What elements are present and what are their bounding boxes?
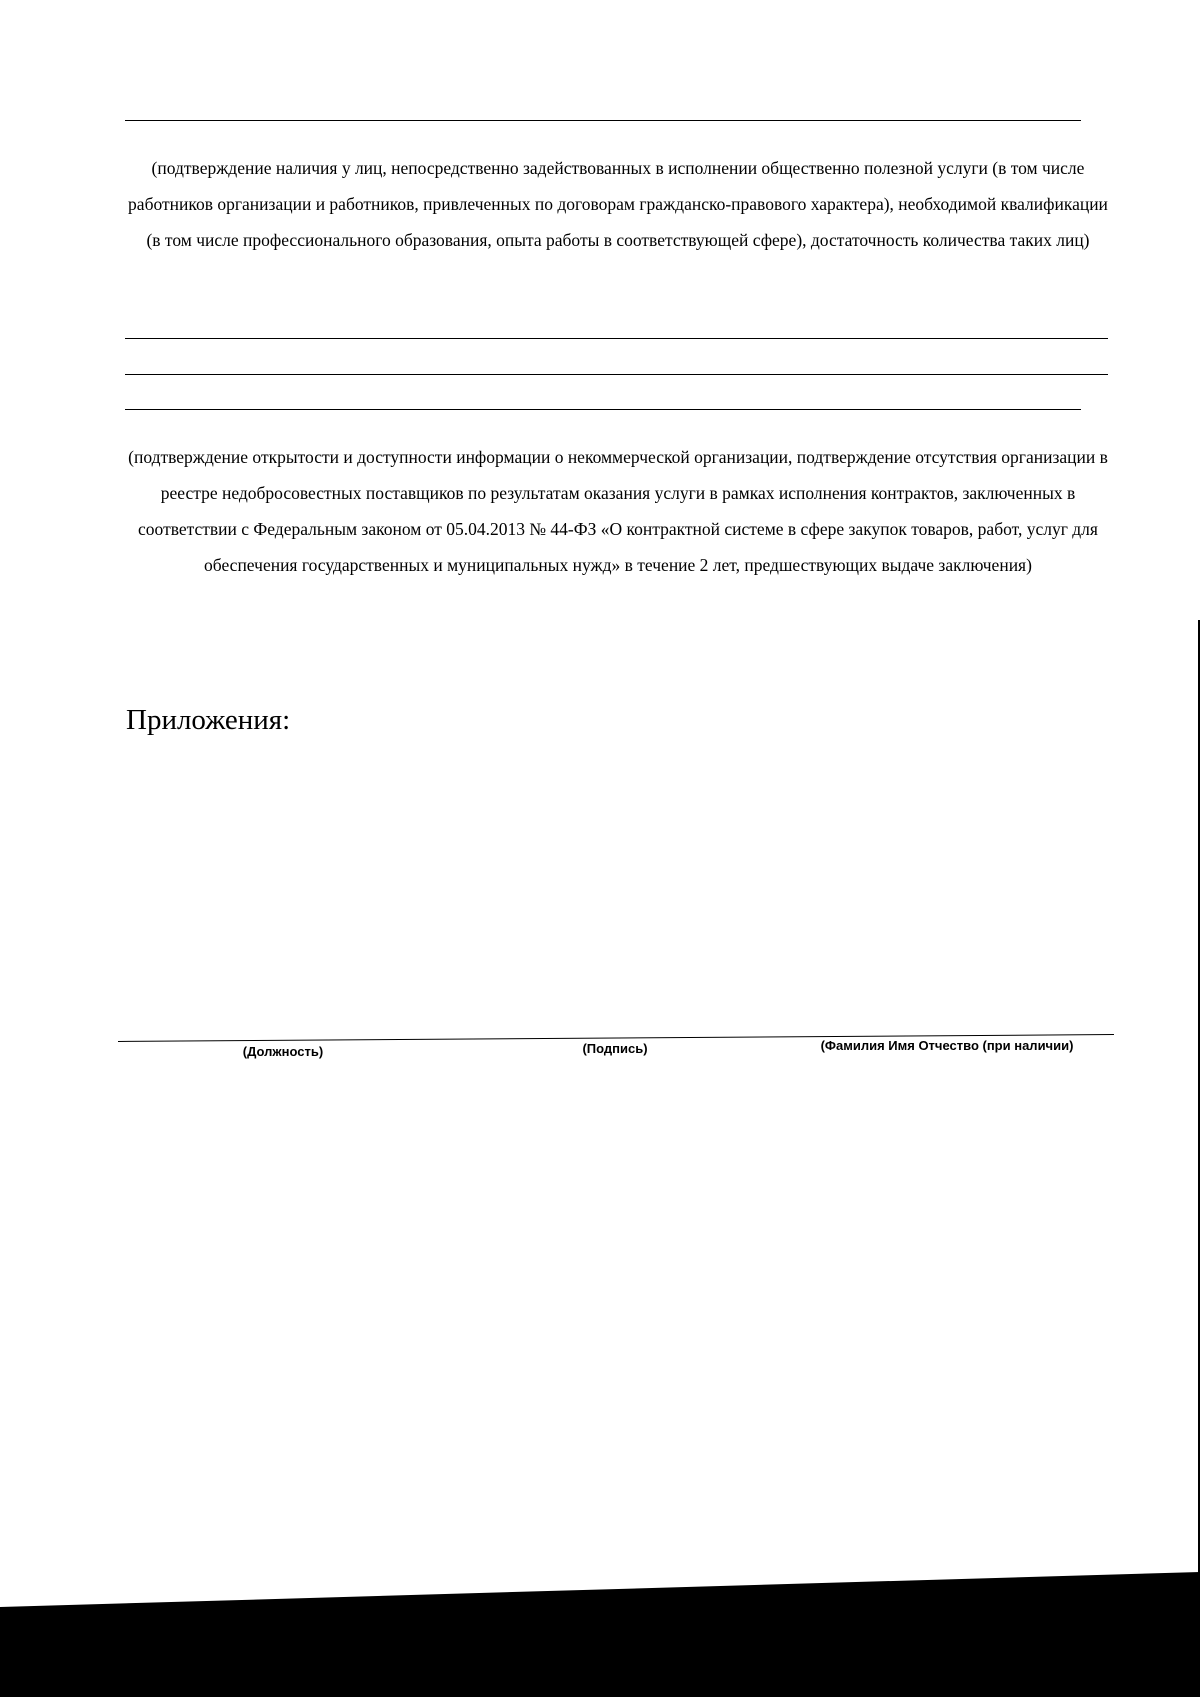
position-label: (Должность) — [242, 1044, 324, 1059]
fill-line — [125, 120, 1081, 121]
full-name-label: (Фамилия Имя Отчество (при наличии) — [820, 1038, 1074, 1053]
staff-qualification-caption: (подтверждение наличия у лиц, непосредственно задействованных в исполнении общественно полезной услуги (в том числе работников организации и работников, привлеченных по договорам гражданско-правового характера), необходимой квалификации (в том числе профессионального образования, опыта работы в соответствующей сфере), достаточность количества таких лиц) — [128, 158, 1108, 250]
signature-label: (Подпись) — [582, 1041, 648, 1056]
scan-border-bottom — [0, 1572, 1200, 1697]
fill-line — [125, 338, 1108, 339]
openness-registry-caption: (подтверждение открытости и доступности информации о некоммерческой организации, подтверждение отсутствия организации в реестре недобросовестных поставщиков по результатам оказания услуги в рамках исполнения контрактов, заключенных в соответствии с Федеральным законом от 05.04.2013 № 44-ФЗ «О контрактной системе в сфере закупок товаров, работ, услуг для обеспечения государственных и муниципальных нужд» в течение 2 лет, предшествующих выдаче заключения) — [128, 447, 1108, 575]
fill-line — [125, 374, 1108, 375]
fill-line — [125, 409, 1081, 410]
attachments-heading: Приложения: — [126, 704, 291, 736]
